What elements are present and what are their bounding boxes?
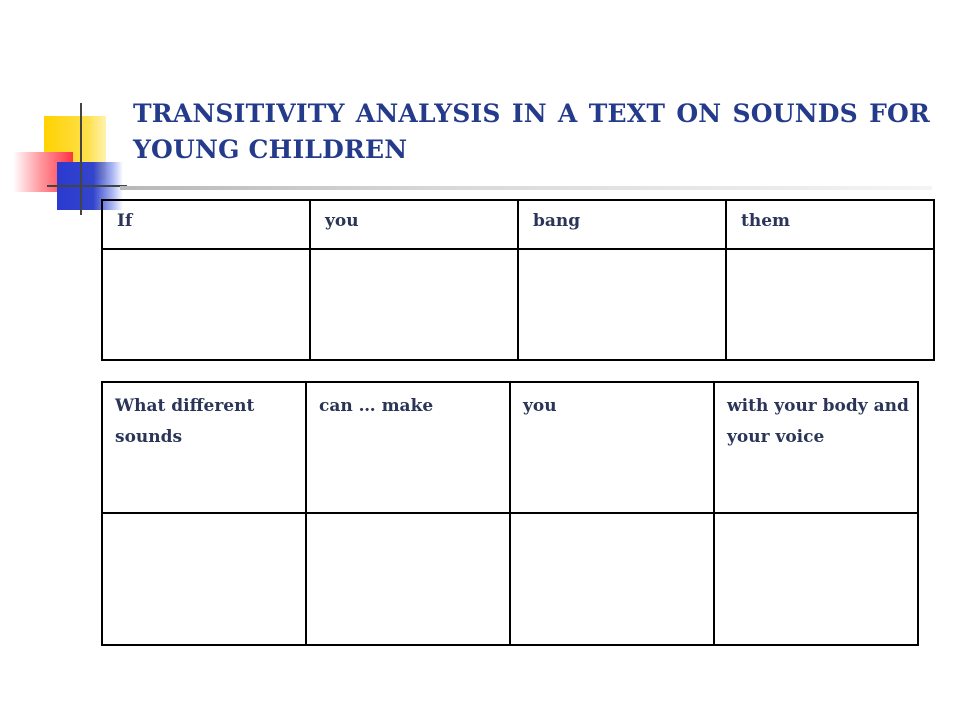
table1-header-cell: them: [726, 200, 934, 249]
table-row: [102, 513, 918, 645]
table2-empty-cell: [714, 513, 918, 645]
clause-table-1: [101, 199, 935, 361]
table-row: [102, 249, 934, 360]
table2-empty-cell: [306, 513, 510, 645]
table1-header-cell: you: [310, 200, 518, 249]
decor-horizontal-line: [47, 185, 127, 187]
table1-empty-cell: [726, 249, 934, 360]
table1-header-cell: If: [102, 200, 310, 249]
table-row: [102, 200, 934, 249]
decor-vertical-line: [80, 103, 82, 215]
slide-title: TRANSITIVITY ANALYSIS IN A TEXT ON SOUNDS FOR YOUNG CHILDREN: [133, 99, 930, 164]
table2-header-cell: with your body and your voice: [714, 382, 918, 513]
table2-empty-cell: [102, 513, 306, 645]
table1-empty-cell: [310, 249, 518, 360]
table2-header-cell: What different sounds: [102, 382, 306, 513]
table2-header-cell: can … make: [306, 382, 510, 513]
table1-empty-cell: [518, 249, 726, 360]
table2-header-cell: you: [510, 382, 714, 513]
clause-table-2: [101, 381, 919, 646]
table1-empty-cell: [102, 249, 310, 360]
table2-empty-cell: [510, 513, 714, 645]
table1-header-cell: bang: [518, 200, 726, 249]
table-row: [102, 382, 918, 513]
title-underline-rule: [120, 186, 932, 190]
